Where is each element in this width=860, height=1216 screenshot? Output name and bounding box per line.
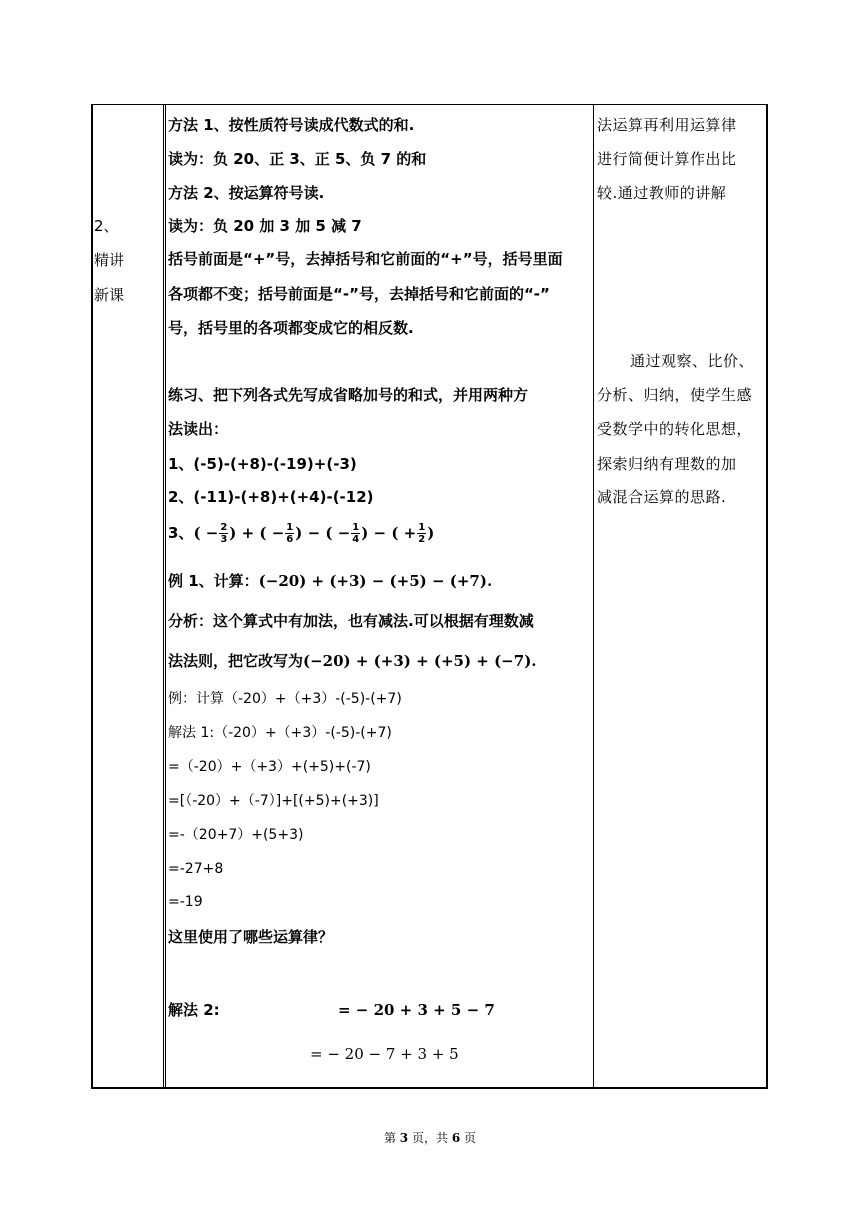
example-expression: (−20) + (+3) − (+5) − (+7). bbox=[258, 572, 493, 590]
method1-text: 方法 1、按性质符号读成代数式的和. bbox=[168, 116, 415, 134]
column-divider bbox=[163, 104, 164, 1089]
solution2-expression1: = − 20 + 3 + 5 − 7 bbox=[338, 1001, 495, 1019]
footer-prefix: 第 bbox=[383, 1131, 396, 1145]
footer-middle: 页，共 bbox=[411, 1131, 448, 1145]
section-label-line2: 新课 bbox=[94, 286, 125, 304]
footer-suffix: 页 bbox=[464, 1131, 477, 1145]
solution2-expression2: = − 20 − 7 + 3 + 5 bbox=[310, 1045, 459, 1063]
fraction: $\frac{1}{6}$ bbox=[286, 522, 294, 545]
solution1-title: 解法 1:（-20）+（+3）-(-5)-(+7) bbox=[168, 725, 392, 741]
note1-line3: 较.通过教师的讲解 bbox=[597, 184, 727, 202]
exercise-2: 2、(-11)-(+8)+(+4)-(-12) bbox=[168, 488, 374, 506]
footer-total-pages: 6 bbox=[451, 1131, 461, 1145]
analysis-prefix: 法法则，把它改写为 bbox=[168, 652, 304, 670]
solution2-label: 解法 2: bbox=[168, 1001, 220, 1019]
rule-line1: 括号前面是“+”号，去掉括号和它前面的“+”号，括号里面 bbox=[168, 250, 563, 268]
column-divider bbox=[593, 104, 594, 1089]
solution1-step5: =-19 bbox=[168, 894, 203, 910]
read1-text: 读为：负 20、正 3、正 5、负 7 的和 bbox=[168, 150, 427, 168]
solution1-step2: =[（-20）+（-7）]+[(+5)+(+3)] bbox=[168, 793, 379, 809]
calc-title: 例：计算（-20）+（+3）-(-5)-(+7) bbox=[168, 691, 402, 707]
rule-line3: 号，括号里的各项都变成它的相反数. bbox=[168, 319, 414, 337]
practice-line1: 练习、把下列各式先写成省略加号的和式，并用两种方 bbox=[168, 386, 529, 404]
section-label-line1: 精讲 bbox=[94, 251, 125, 269]
method2-text: 方法 2、按运算符号读. bbox=[168, 184, 325, 202]
column-divider bbox=[165, 104, 166, 1089]
note2-line5: 减混合运算的思路. bbox=[597, 488, 727, 506]
note2-line2: 分析、归纳，使学生感 bbox=[597, 386, 753, 404]
note2-line4: 探索归纳有理数的加 bbox=[597, 455, 737, 473]
solution1-step4: =-27+8 bbox=[168, 861, 224, 877]
exercise-1: 1、(-5)-(+8)-(-19)+(-3) bbox=[168, 455, 357, 473]
footer-page-number: 3 bbox=[399, 1131, 409, 1145]
page-footer bbox=[0, 1129, 860, 1146]
analysis-line2 bbox=[168, 651, 537, 671]
analysis-line1: 分析：这个算式中有加法，也有减法.可以根据有理数减 bbox=[168, 612, 534, 630]
exercise-3-prefix: 3、 bbox=[168, 524, 194, 542]
fraction: $\frac{2}{3}$ bbox=[220, 522, 228, 545]
note2-line3: 受数学中的转化思想， bbox=[597, 420, 753, 438]
note2-line1: 通过观察、比价、 bbox=[630, 352, 755, 370]
example-prefix: 例 1、计算： bbox=[168, 572, 259, 590]
note1-line1: 法运算再利用运算律 bbox=[597, 116, 737, 134]
fraction: $\frac{1}{2}$ bbox=[418, 522, 426, 545]
question-text: 这里使用了哪些运算律？ bbox=[168, 928, 334, 946]
rule-line2: 各项都不变；括号前面是“-”号，去掉括号和它前面的“-” bbox=[168, 285, 550, 303]
exercise-3: 3、( − $\frac{2}{3}$ ) + ( − $\frac{1}{6}$ ) − ( − $\frac{1}{4}$ ) − ( + $\frac{1}{2}$ ) bbox=[168, 522, 435, 545]
practice-line2: 法读出： bbox=[168, 420, 229, 438]
example-line bbox=[168, 571, 492, 591]
analysis-expression: (−20) + (+3) + (+5) + (−7). bbox=[303, 652, 537, 670]
solution1-step3: =-（20+7）+(5+3) bbox=[168, 827, 304, 843]
section-number: 2、 bbox=[94, 217, 119, 235]
read2-text: 读为：负 20 加 3 加 5 减 7 bbox=[168, 217, 362, 235]
fraction: $\frac{1}{4}$ bbox=[352, 522, 360, 545]
solution1-step1: =（-20）+（+3）+(+5)+(-7) bbox=[168, 759, 371, 775]
note1-line2: 进行简便计算作出比 bbox=[597, 150, 737, 168]
